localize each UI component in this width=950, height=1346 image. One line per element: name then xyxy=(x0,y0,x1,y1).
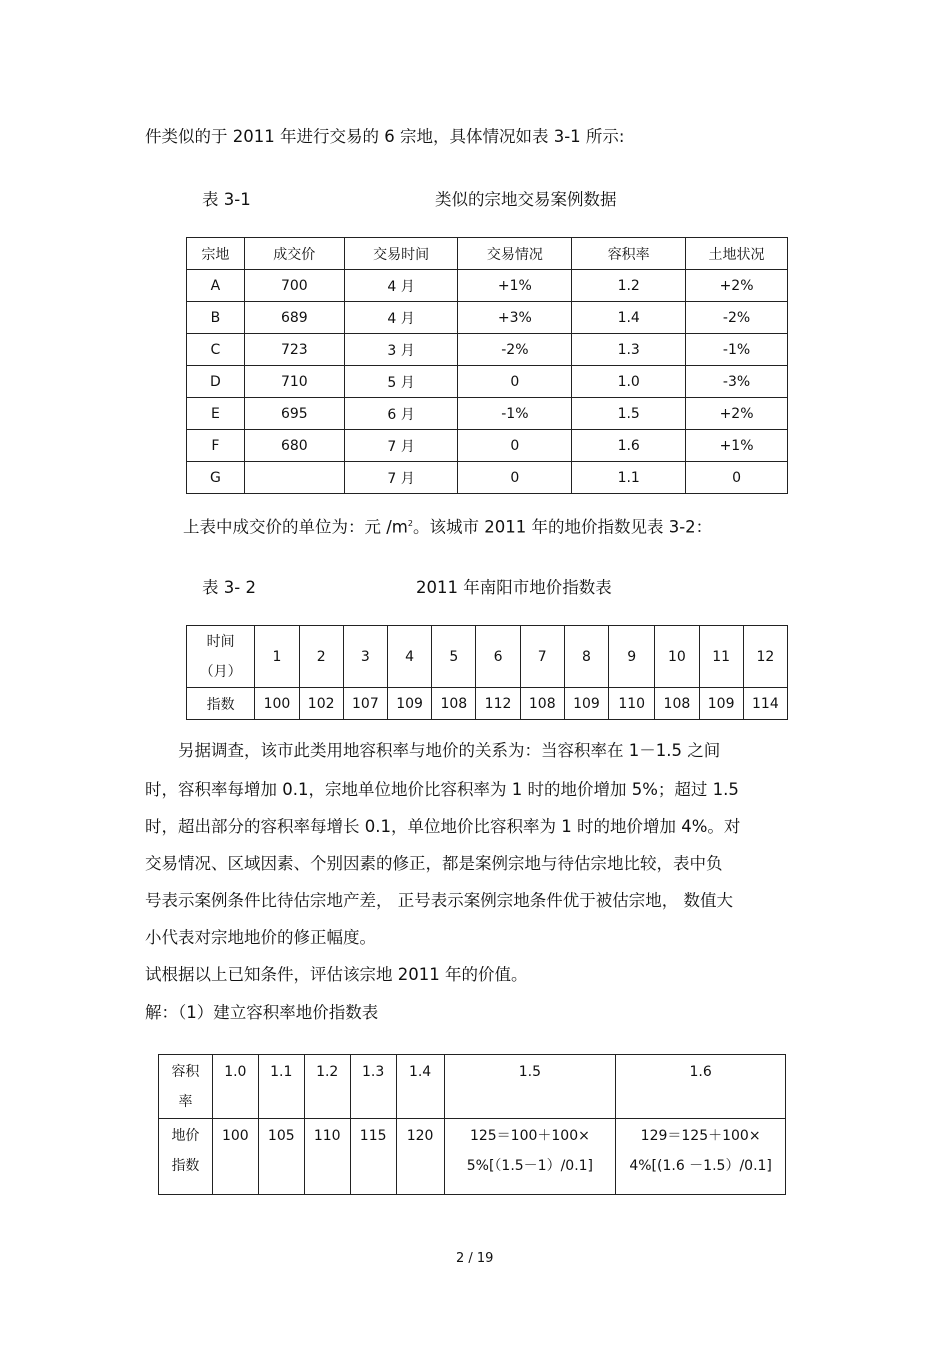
table-cell: 100 xyxy=(255,688,299,720)
table-cell: 680 xyxy=(244,430,344,462)
ratio-label: 容积 xyxy=(171,1064,200,1080)
header-cell: 容积率 xyxy=(572,238,686,270)
table-cell: -1% xyxy=(686,334,788,366)
paragraph-line: 小代表对宗地地价的修正幅度。 xyxy=(145,928,376,947)
table-cell: D xyxy=(187,366,245,398)
table-cell xyxy=(244,462,344,494)
table-row xyxy=(187,334,788,366)
table-cell: 115 xyxy=(350,1119,396,1195)
table-cell: 110 xyxy=(609,688,655,720)
unit-superscript: 2 xyxy=(407,519,413,528)
unit-line xyxy=(183,513,712,539)
table-cell: 1.5 xyxy=(444,1055,616,1119)
table-cell: 3 xyxy=(343,626,387,688)
table-cell: 114 xyxy=(743,688,787,720)
table1-title: 类似的宗地交易案例数据 xyxy=(435,190,617,209)
table-cell: E xyxy=(187,398,245,430)
table-row xyxy=(159,1055,786,1119)
table-cell: -2% xyxy=(686,302,788,334)
header-cell: 土地状况 xyxy=(686,238,788,270)
table-cell: 2 xyxy=(299,626,343,688)
table-cell: 110 xyxy=(304,1119,350,1195)
formula-line: 4%[(1.6 －1.5）/0.1] xyxy=(629,1158,772,1174)
table-cell: 7 月 xyxy=(344,462,458,494)
table-cell: 1.4 xyxy=(572,302,686,334)
table-cell: 1.0 xyxy=(572,366,686,398)
table-cell: 0 xyxy=(458,366,572,398)
table1-label: 表 3-1 xyxy=(202,190,251,209)
page-number: 2 / 19 xyxy=(456,1251,494,1266)
table-cell: 12 xyxy=(743,626,787,688)
formula-line: 125＝100＋100× xyxy=(469,1128,590,1144)
table-cell: 100 xyxy=(212,1119,258,1195)
table-cell: +1% xyxy=(686,430,788,462)
table-cell: 112 xyxy=(476,688,520,720)
table-cell: 0 xyxy=(458,430,572,462)
paragraph-line: 交易情况、区域因素、个别因素的修正，都是案例宗地与待估宗地比较，表中负 xyxy=(145,854,723,873)
table-cell: 109 xyxy=(699,688,743,720)
table-cell: -1% xyxy=(458,398,572,430)
table-cell: 4 月 xyxy=(344,270,458,302)
table2-title: 2011 年南阳市地价指数表 xyxy=(416,578,612,597)
table-cell: 108 xyxy=(432,688,476,720)
paragraph-line: 时，容积率每增加 0.1，宗地单位地价比容积率为 1 时的地价增加 5%；超过 1.5 xyxy=(145,780,739,799)
table-cell: 1.3 xyxy=(350,1055,396,1119)
table-cell: 5 月 xyxy=(344,366,458,398)
table-row xyxy=(187,302,788,334)
index-label: 地价 xyxy=(171,1128,200,1144)
table-row xyxy=(187,366,788,398)
table-cell: 7 月 xyxy=(344,430,458,462)
table-cell: 108 xyxy=(520,688,564,720)
table2-label: 表 3- 2 xyxy=(202,578,256,597)
index-label-tail: 指数 xyxy=(171,1158,200,1174)
table-cell: 723 xyxy=(244,334,344,366)
table-cell: 0 xyxy=(458,462,572,494)
index-label-cell xyxy=(159,1119,213,1195)
table-cell: +3% xyxy=(458,302,572,334)
table-cell: 1.4 xyxy=(396,1055,444,1119)
table-cell: 9 xyxy=(609,626,655,688)
table-cell: 1.6 xyxy=(572,430,686,462)
table-row xyxy=(187,270,788,302)
intro-line: 件类似的于 2011 年进行交易的 6 宗地，具体情况如表 3-1 所示: xyxy=(145,127,625,146)
table-cell: 3 月 xyxy=(344,334,458,366)
table-cell: +2% xyxy=(686,270,788,302)
index-label-cell: 指数 xyxy=(187,688,255,720)
table-cell: 8 xyxy=(564,626,608,688)
table-cell: 6 月 xyxy=(344,398,458,430)
table-cell: 109 xyxy=(564,688,608,720)
table-row xyxy=(187,626,788,688)
table-cell: C xyxy=(187,334,245,366)
table-cell: 5 xyxy=(432,626,476,688)
formula-line: 129＝125＋100× xyxy=(640,1128,761,1144)
formula-cell xyxy=(444,1119,616,1195)
table-cell: 695 xyxy=(244,398,344,430)
table-cell: -3% xyxy=(686,366,788,398)
table-cell: 105 xyxy=(258,1119,304,1195)
table-cell: 7 xyxy=(520,626,564,688)
table-cell: A xyxy=(187,270,245,302)
table-cell: 1.1 xyxy=(572,462,686,494)
paragraph-line: 另据调查，该市此类用地容积率与地价的关系为：当容积率在 1－1.5 之间 xyxy=(178,741,721,760)
table-cell: 0 xyxy=(686,462,788,494)
month-label-cell xyxy=(187,626,255,688)
header-cell: 宗地 xyxy=(187,238,245,270)
table-row xyxy=(187,430,788,462)
paragraph-line: 号表示案例条件比待估宗地产差， 正号表示案例宗地条件优于被估宗地， 数值大 xyxy=(145,891,733,910)
table-cell: 1.3 xyxy=(572,334,686,366)
table-cell: 1.6 xyxy=(616,1055,786,1119)
land-transaction-table xyxy=(186,237,788,494)
table-cell: G xyxy=(187,462,245,494)
unit-line-text-after: 。该城市 2011 年的地价指数见表 3-2： xyxy=(412,517,713,537)
formula-line: 5%[（1.5－1）/0.1] xyxy=(466,1158,594,1174)
question-line: 试根据以上已知条件，评估该宗地 2011 年的价值。 xyxy=(145,965,528,984)
table-cell: 710 xyxy=(244,366,344,398)
formula-cell xyxy=(616,1119,786,1195)
table-cell: 1.1 xyxy=(258,1055,304,1119)
unit-line-text: 上表中成交价的单位为：元 /m xyxy=(183,517,408,537)
table-cell: 4 月 xyxy=(344,302,458,334)
table-cell: 109 xyxy=(387,688,431,720)
table-cell: 1.2 xyxy=(572,270,686,302)
table-cell: B xyxy=(187,302,245,334)
table-cell: 4 xyxy=(387,626,431,688)
table-header-row xyxy=(187,238,788,270)
table-cell: 108 xyxy=(655,688,699,720)
table-row xyxy=(187,462,788,494)
table-cell: 10 xyxy=(655,626,699,688)
ratio-label-cell xyxy=(159,1055,213,1119)
table-cell: 120 xyxy=(396,1119,444,1195)
month-label: 时间 xyxy=(206,633,235,650)
header-cell: 交易情况 xyxy=(458,238,572,270)
table-cell: +1% xyxy=(458,270,572,302)
month-label-unit: （月） xyxy=(199,663,242,680)
table-cell: 689 xyxy=(244,302,344,334)
table-cell: 1.2 xyxy=(304,1055,350,1119)
header-cell: 成交价 xyxy=(244,238,344,270)
table-cell: 102 xyxy=(299,688,343,720)
header-cell: 交易时间 xyxy=(344,238,458,270)
table-row xyxy=(159,1119,786,1195)
table-cell: F xyxy=(187,430,245,462)
table-cell: -2% xyxy=(458,334,572,366)
table-cell: +2% xyxy=(686,398,788,430)
table-cell: 107 xyxy=(343,688,387,720)
land-price-index-table xyxy=(186,625,788,720)
table-cell: 6 xyxy=(476,626,520,688)
table-cell: 1.0 xyxy=(212,1055,258,1119)
table-row xyxy=(187,688,788,720)
table-cell: 1.5 xyxy=(572,398,686,430)
plot-ratio-index-table xyxy=(158,1054,786,1195)
ratio-label-tail: 率 xyxy=(178,1094,193,1110)
table-cell: 700 xyxy=(244,270,344,302)
table-cell: 1 xyxy=(255,626,299,688)
table-cell: 11 xyxy=(699,626,743,688)
paragraph-line: 时，超出部分的容积率每增长 0.1，单位地价比容积率为 1 时的地价增加 4%。对 xyxy=(145,817,741,836)
solution-line: 解：（1）建立容积率地价指数表 xyxy=(145,1003,379,1022)
table-row xyxy=(187,398,788,430)
